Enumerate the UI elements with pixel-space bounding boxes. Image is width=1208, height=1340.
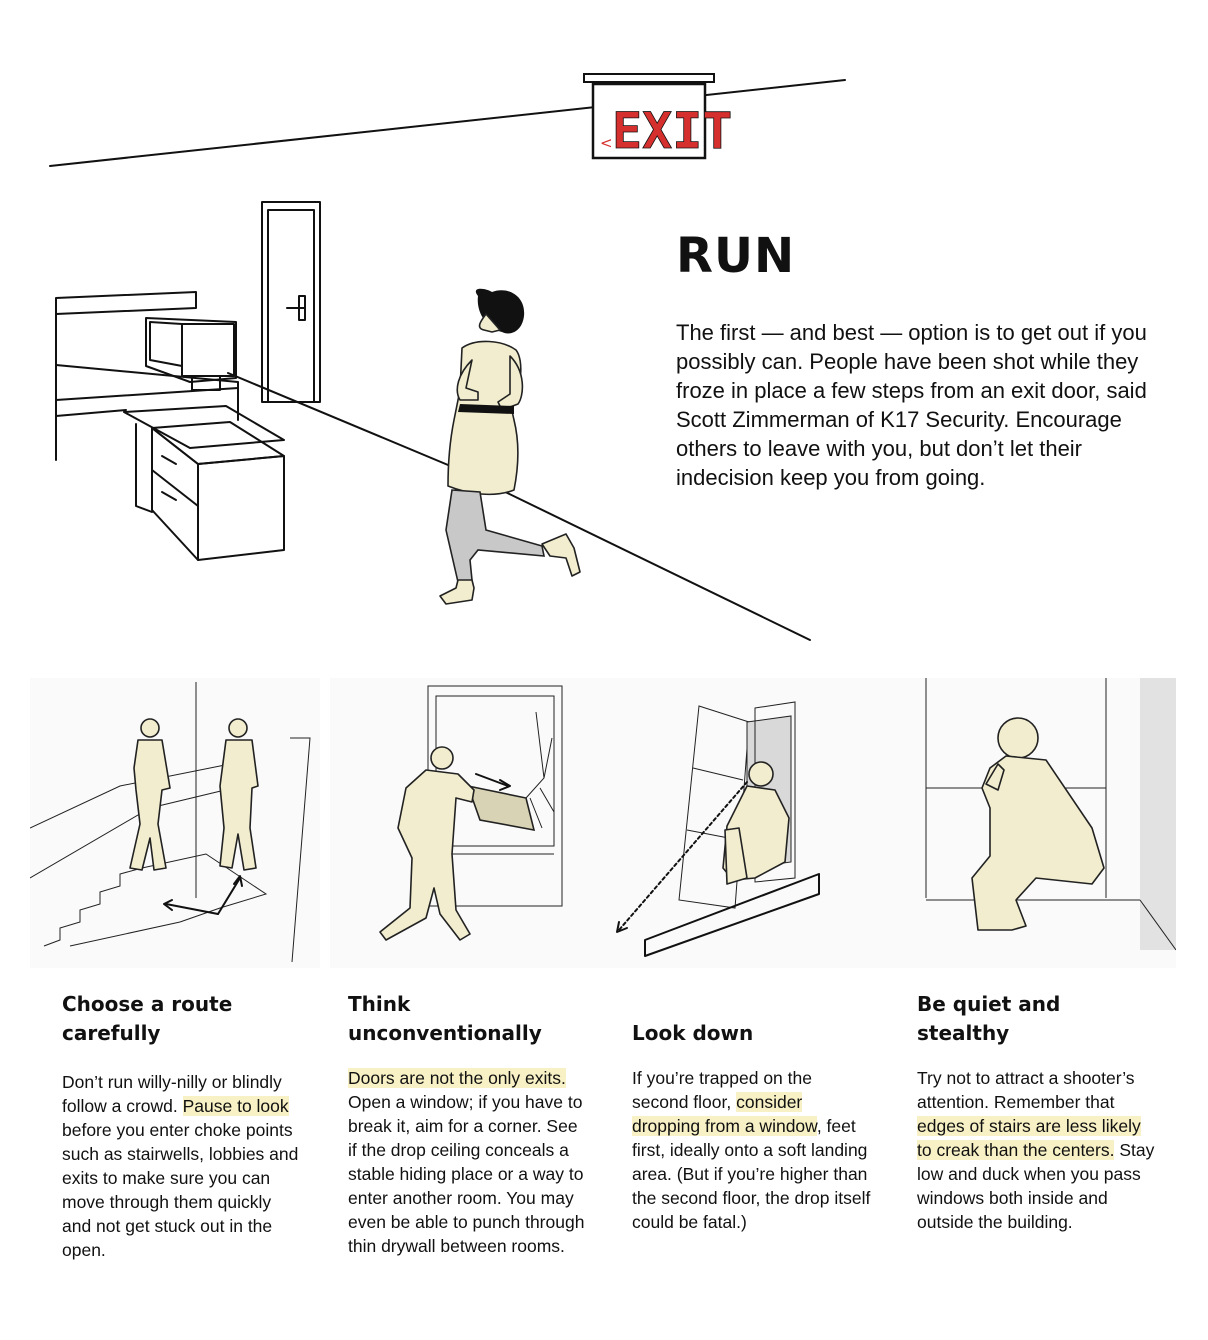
tip-text-segment: Stay low and duck when you pass windows both inside and outside the building. (917, 1140, 1155, 1232)
window-break-illustration (330, 678, 620, 968)
tip-think-unconventionally (348, 990, 588, 1258)
highlighted-text: consider dropping from a window (632, 1092, 817, 1136)
tip-text-segment: Don’t run willy-nilly or blindly follow a crowd. (62, 1072, 282, 1116)
window-drop-illustration (615, 678, 905, 968)
crouching-quiet-illustration (886, 678, 1176, 968)
highlighted-text: edges of stairs are less likely to creak than the centers. (917, 1116, 1141, 1160)
tip-text-segment: before you enter choke points such as stairwells, lobbies and exits to make sure you can move through them quickly and not get stuck out in the open. (62, 1120, 299, 1260)
tip-look-down (632, 990, 872, 1234)
tip-text-segment: If you’re trapped on the second floor, (632, 1068, 812, 1112)
tip-title: Be quiet and stealthy (917, 992, 1061, 1045)
highlighted-text: Pause to look (182, 1096, 289, 1116)
highlighted-text: Doors are not the only exits. (348, 1068, 566, 1088)
tip-be-quiet (917, 990, 1157, 1234)
tip-title: Look down (632, 1021, 754, 1045)
stairwell-illustration (30, 678, 320, 968)
tip-choose-route (62, 990, 302, 1262)
tip-text (348, 1066, 588, 1258)
exit-arrow: < (600, 134, 613, 152)
tip-text (62, 1070, 302, 1262)
tip-text (917, 1066, 1157, 1234)
running-woman (440, 289, 580, 604)
tip-text-segment: Try not to attract a shooter’s attention. Remember that (917, 1068, 1135, 1112)
exit-sign (584, 74, 732, 160)
exit-sign-label: EXIT (612, 102, 733, 160)
tip-text-segment: Open a window; if you have to break it, aim for a corner. See if the drop ceiling conceals a stable hiding place or a way to enter another room. You may even be able to punch through thin drywall between rooms. (348, 1092, 585, 1256)
tip-title: Choose a route carefully (62, 992, 233, 1045)
tip-title: Think unconventionally (348, 992, 542, 1045)
tip-text-segment: , feet first, ideally onto a soft landing area. (But if you’re higher than the second floor, the drop itself could be fatal.) (632, 1116, 871, 1232)
tip-text (632, 1066, 872, 1234)
intro-paragraph: The first — and best — option is to get out if you possibly can. People have been shot while they froze in place a few steps from an exit door, said Scott Zimmerman of K17 Security. Encourage others to leave with you, but don’t let their indecision keep you from going. (676, 320, 1147, 490)
section-title: RUN (676, 228, 796, 284)
